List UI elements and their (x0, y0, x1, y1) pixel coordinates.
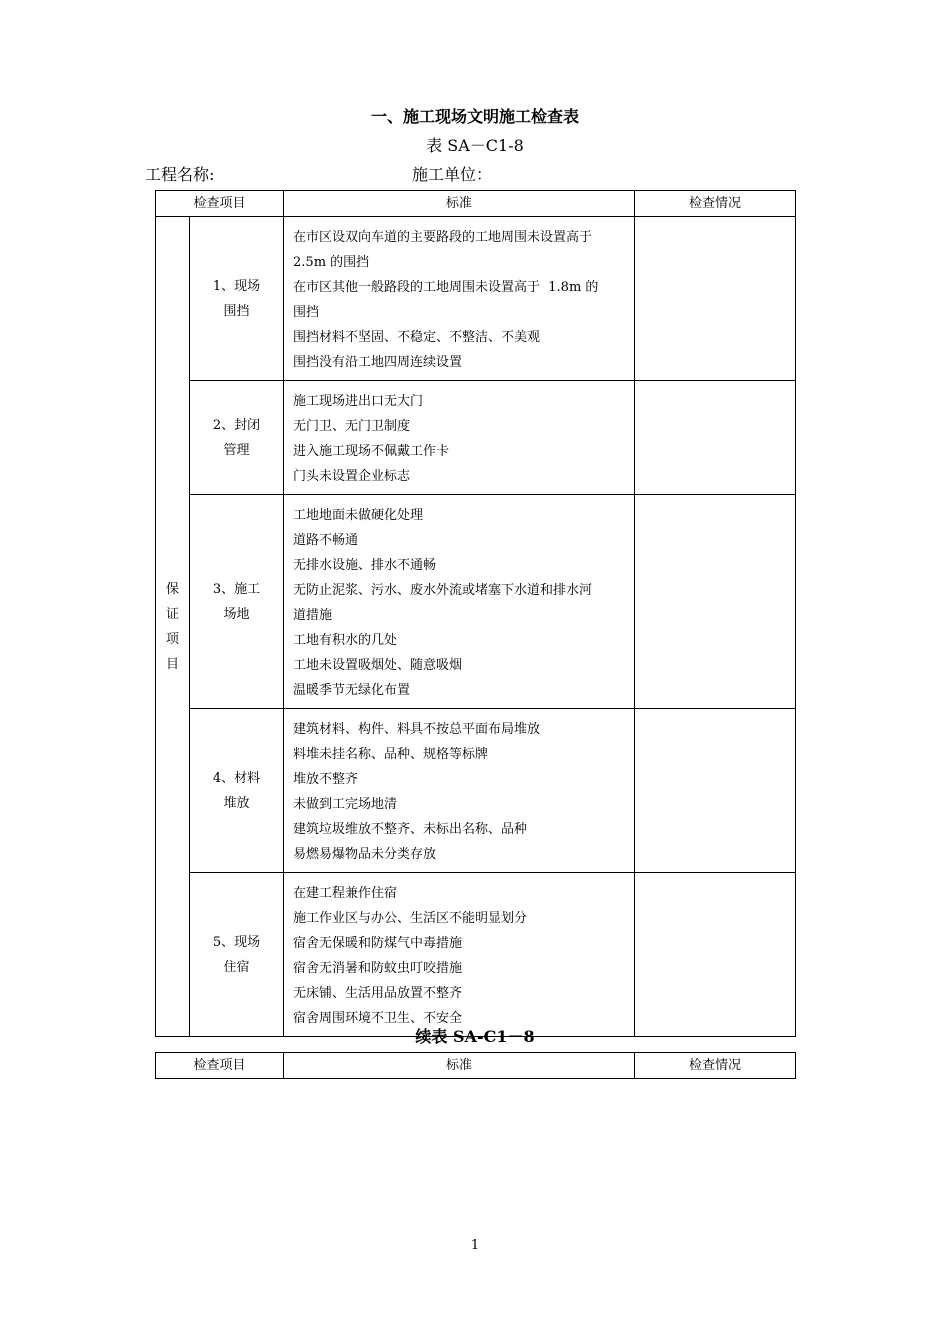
standard-line: 无排水设施、排水不通畅 (293, 558, 437, 573)
standard-line: 门头未设置企业标志 (293, 469, 411, 484)
item-label-cell (190, 709, 284, 873)
standard-cell (284, 709, 635, 873)
table-header-row (156, 1053, 796, 1079)
standard-line: 无床铺、生活用品放置不整齐 (293, 986, 463, 1001)
table-row (156, 217, 796, 381)
item-label-line: 2、封闭 (212, 417, 261, 433)
standard-line: 在市区其他一般路段的工地周围未设置高于 1.8m 的 (293, 280, 599, 295)
group-label-cell (156, 217, 190, 1037)
item-label-line: 5、现场 (212, 934, 261, 950)
standard-line: 施工作业区与办公、生活区不能明显划分 (293, 911, 528, 926)
header-result: 检查情况 (635, 191, 796, 217)
item-label-cell (190, 217, 284, 381)
page-title: 一、施工现场文明施工检查表 (370, 107, 579, 126)
item-label-line: 管理 (223, 442, 250, 458)
inspection-table (155, 190, 796, 1037)
standard-cell (284, 495, 635, 709)
continued-table-title: 续表 SA-C1－8 (415, 1027, 535, 1046)
standard-line: 建筑材料、构件、料具不按总平面布局堆放 (293, 722, 541, 737)
standard-line: 无门卫、无门卫制度 (293, 419, 411, 434)
item-label-line: 4、材料 (212, 770, 261, 786)
page-number: 1 (470, 1238, 480, 1253)
standard-line: 温暖季节无绿化布置 (293, 683, 411, 698)
table-header-row (156, 191, 796, 217)
continued-table (155, 1052, 796, 1079)
item-label-line: 住宿 (223, 959, 250, 975)
result-cell[interactable] (635, 873, 796, 1037)
table-row (156, 495, 796, 709)
standard-line: 易燃易爆物品未分类存放 (293, 847, 437, 862)
standard-line: 宿舍周围环境不卫生、不安全 (293, 1011, 463, 1026)
construction-unit-label: 施工单位： (412, 165, 493, 184)
standard-line: 工地地面未做硬化处理 (293, 508, 424, 523)
standard-line: 宿舍无消暑和防蚊虫叮咬措施 (293, 961, 463, 976)
header-standard: 标准 (284, 191, 635, 217)
standard-line: 堆放不整齐 (293, 772, 359, 787)
item-label-cell (190, 495, 284, 709)
standard-line: 无防止泥浆、污水、废水外流或堵塞下水道和排水河 (293, 583, 593, 598)
header-item: 检查项目 (156, 191, 284, 217)
standard-line: 宿舍无保暖和防煤气中毒措施 (293, 936, 463, 951)
header-item: 检查项目 (156, 1053, 284, 1079)
standard-line: 道措施 (293, 608, 333, 623)
table-row (156, 709, 796, 873)
item-label-line: 3、施工 (212, 581, 261, 597)
item-label-line: 堆放 (223, 795, 250, 811)
item-label-line: 场地 (223, 606, 250, 622)
group-label-char: 项 (165, 631, 179, 647)
table-row (156, 381, 796, 495)
standard-line: 工地未设置吸烟处、随意吸烟 (293, 658, 463, 673)
table-row (156, 873, 796, 1037)
standard-line: 道路不畅通 (293, 533, 359, 548)
item-label-line: 围挡 (223, 303, 250, 319)
item-label-line: 1、现场 (212, 278, 261, 294)
result-cell[interactable] (635, 217, 796, 381)
item-label-cell (190, 381, 284, 495)
standard-line: 施工现场进出口无大门 (293, 394, 424, 409)
result-cell[interactable] (635, 381, 796, 495)
result-cell[interactable] (635, 709, 796, 873)
standard-cell (284, 873, 635, 1037)
item-label-cell (190, 873, 284, 1037)
standard-line: 料堆未挂名称、品种、规格等标牌 (293, 747, 489, 762)
standard-line: 在建工程兼作住宿 (293, 886, 398, 901)
standard-line: 未做到工完场地清 (293, 797, 398, 812)
result-cell[interactable] (635, 495, 796, 709)
group-label-char: 保 (165, 581, 179, 597)
standard-line: 建筑垃圾维放不整齐、未标出名称、品种 (293, 822, 528, 837)
group-label-char: 目 (165, 656, 179, 672)
group-label-char: 证 (165, 606, 179, 622)
standard-cell (284, 217, 635, 381)
project-name-label: 工程名称: (145, 165, 215, 184)
standard-cell (284, 381, 635, 495)
standard-line: 工地有积水的几处 (293, 633, 398, 648)
standard-line: 在市区设双向车道的主要路段的工地周围未设置高于 (293, 230, 593, 245)
standard-line: 2.5m 的围挡 (293, 255, 370, 270)
standard-line: 围挡 (293, 305, 320, 320)
table-code: 表 SA－C1-8 (426, 136, 524, 155)
standard-line: 围挡材料不坚固、不稳定、不整洁、不美观 (293, 330, 541, 345)
header-standard: 标准 (284, 1053, 635, 1079)
standard-line: 进入施工现场不佩戴工作卡 (293, 444, 450, 459)
standard-line: 围挡没有沿工地四周连续设置 (293, 355, 463, 370)
header-result: 检查情况 (635, 1053, 796, 1079)
